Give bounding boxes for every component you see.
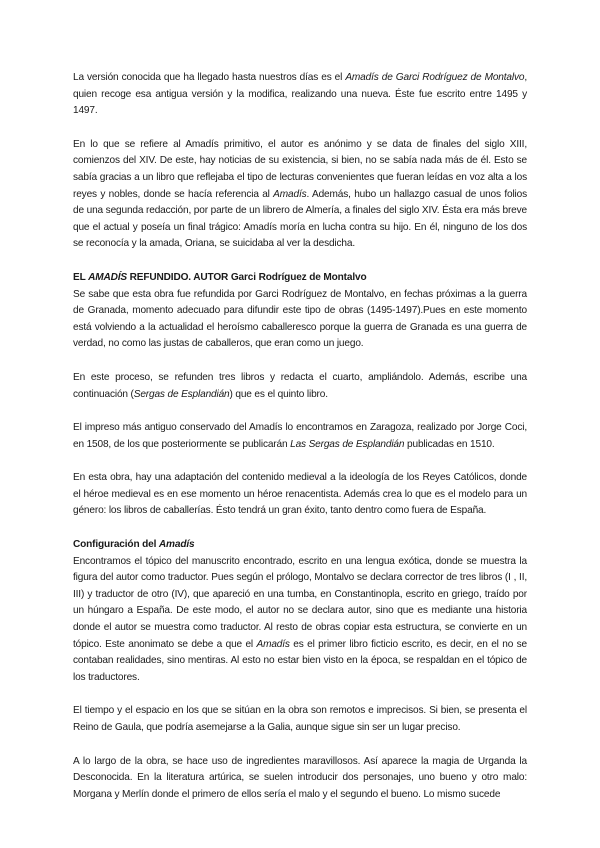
text: En este proceso, se refunden tres libros y redacta el cuarto, ampliándolo. Además, escribe una continuación (: [73, 371, 527, 400]
text-italic: Amadís: [256, 638, 290, 650]
text: Encontramos el tópico del manuscrito encontrado, escrito en una lengua exótica, donde se muestra la figura del autor como traductor. Pues según el prólogo, Montalvo se declara corrector de tres libros (I , II, III) y traductor de otro (IV), que apareció en una tumba, en Constantinopla, escrito en griego, traído por un húngaro a España. De este modo, el autor no se declara autor, sino que es mediante una historia donde el autor se muestra como traductor. Al resto de obras copiar esta estructura, se convierte en un tópico. Este anonimato se debe a que el: [73, 555, 527, 650]
text-italic: Amadís: [273, 188, 307, 200]
section-heading-configuracion: [73, 537, 527, 554]
text: publicadas en 1510.: [404, 438, 495, 450]
heading-text: REFUNDIDO. AUTOR: [127, 271, 229, 283]
paragraph-proceso: [73, 370, 527, 403]
text: . Además, hubo un hallazgo casual de unos folios de una segunda redacción, por parte de un librero de Almería, a finales del siglo XIV. Ésta era más breve que el actual y poseía un final trágico: Amadís moría en lucha contra su hijo. En él, ninguno de los dos se reconocía y la amada, Oriana, se suicidaba al ver la desdicha.: [73, 188, 527, 250]
text: es el primer libro ficticio escrito, es decir, en el no se contaban realidades, sino mentiras. Al esto no estar bien visto en la época, se respaldan en el tópico de los traductores.: [73, 638, 527, 683]
paragraph-intro: [73, 70, 527, 120]
section-heading-refundido: [73, 270, 527, 287]
paragraph-maravillosos: A lo largo de la obra, se hace uso de ingredientes maravillosos. Así aparece la magia de Urganda la Desconocida. En la literatura artúrica, se suelen introducir dos personajes, uno bueno y otro malo: Morgana y Merlín donde el primero de ellos sería el malo y el segundo el bueno. Lo mismo sucede: [73, 755, 527, 800]
paragraph-amadis-primitivo: [73, 137, 527, 253]
paragraph-refundida: Se sabe que esta obra fue refundida por Garci Rodríguez de Montalvo, en fechas próximas a la guerra de Granada, momento adecuado para difundir este tipo de obras (1495-1497).Pues en este momento está volviendo a la actualidad el heroísmo caballeresco porque la guerra de Granada es una guerra de verdad, no como las justas de caballeros, que eran como un juego.: [73, 288, 527, 350]
text: En lo que se refiere al Amadís primitivo, el autor es anónimo y se data de finales del siglo XIII, comienzos del XIV. De este, hay noticias de su existencia, si bien, no se sabía nada más de él. Esto se sabía gracias a un libro que reflejaba el tipo de lecturas convenientes que fueran leídas en voz alta a los reyes y nobles, donde se hacía referencia al: [73, 138, 527, 200]
text: , quien recoge esa antigua versión y la modifica, realizando una nueva. Éste fue escrito entre 1495 y 1497.: [73, 72, 527, 117]
heading-text: Garci Rodríguez de Montalvo: [228, 271, 367, 283]
heading-text: EL: [73, 271, 89, 283]
text: ) que es el quinto libro.: [229, 388, 328, 400]
heading-text-italic: AMADÍS: [88, 271, 127, 283]
text-italic: Las Sergas de Esplandián: [290, 438, 405, 450]
heading-text-italic: Amadís: [158, 539, 195, 551]
paragraph-adaptacion: En esta obra, hay una adaptación del contenido medieval a la ideología de los Reyes Católicos, donde el héroe medieval es en ese momento un héroe renacentista. Además crea lo que es el modelo para un género: los libros de caballerías. Ésto tendrá un gran éxito, tanto dentro como fuera de España.: [73, 472, 527, 517]
paragraph-tiempo-espacio: El tiempo y el espacio en los que se sitúan en la obra son remotos e imprecisos. Si bien, se presenta el Reino de Gaula, que podría asemejarse a la Galia, aunque sigue sin ser un lugar preciso.: [73, 705, 527, 733]
heading-text: Configuración del: [73, 539, 159, 551]
text-italic: Amadís de Garci Rodríguez de Montalvo: [345, 72, 525, 83]
text: La versión conocida que ha llegado hasta nuestros días es el: [73, 72, 346, 83]
text: El impreso más antiguo conservado del Amadís lo encontramos en Zaragoza, realizado por Jorge Coci, en 1508, de los que posteriormente se publicarán: [73, 422, 527, 450]
paragraph-impreso: [73, 420, 527, 453]
text-italic: Sergas de Esplandián: [133, 388, 230, 400]
paragraph-manuscrito: [73, 554, 527, 687]
